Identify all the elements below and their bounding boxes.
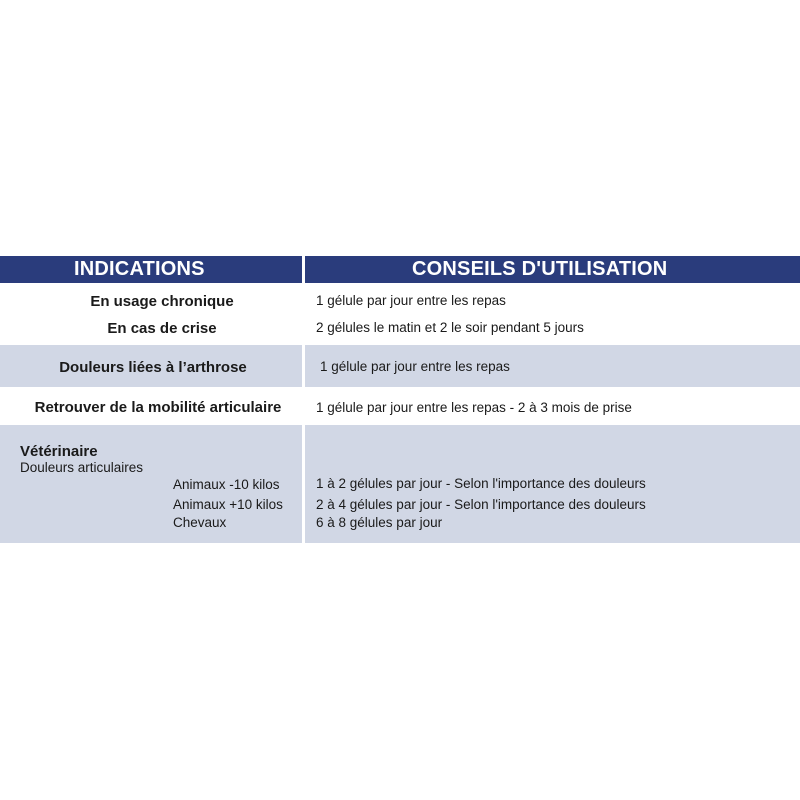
indication-chronique: En usage chronique [90,293,234,310]
veterinaire-conseil: 1 à 2 gélules par jour - Selon l'importance des douleurs [316,476,646,491]
header-conseils [305,256,800,283]
column-divider [302,425,305,543]
conseil-chronique: 1 gélule par jour entre les repas [316,293,506,308]
veterinaire-conseil: 6 à 8 gélules par jour [316,515,443,530]
veterinaire-conseil: 2 à 4 gélules par jour - Selon l'importance des douleurs [316,497,646,512]
veterinaire-animal: Chevaux [173,515,227,530]
conseil-mobilite: 1 gélule par jour entre les repas - 2 à 3 mois de prise [316,400,632,415]
indication-arthrose: Douleurs liées à l’arthrose [59,359,247,376]
header-indications-label: INDICATIONS [74,258,205,280]
veterinaire-subtitle: Douleurs articulaires [20,460,144,475]
indication-crise: En cas de crise [107,320,217,337]
veterinaire-title: Vétérinaire [20,443,98,460]
header-indications [0,256,302,283]
veterinaire-animal: Animaux -10 kilos [173,477,280,492]
conseil-crise: 2 gélules le matin et 2 le soir pendant 5 jours [316,320,584,335]
indication-mobilite: Retrouver de la mobilité articulaire [34,399,282,416]
veterinaire-animal: Animaux +10 kilos [173,497,283,512]
header-conseils-label: CONSEILS D'UTILISATION [412,258,668,280]
conseil-arthrose: 1 gélule par jour entre les repas [320,359,510,374]
